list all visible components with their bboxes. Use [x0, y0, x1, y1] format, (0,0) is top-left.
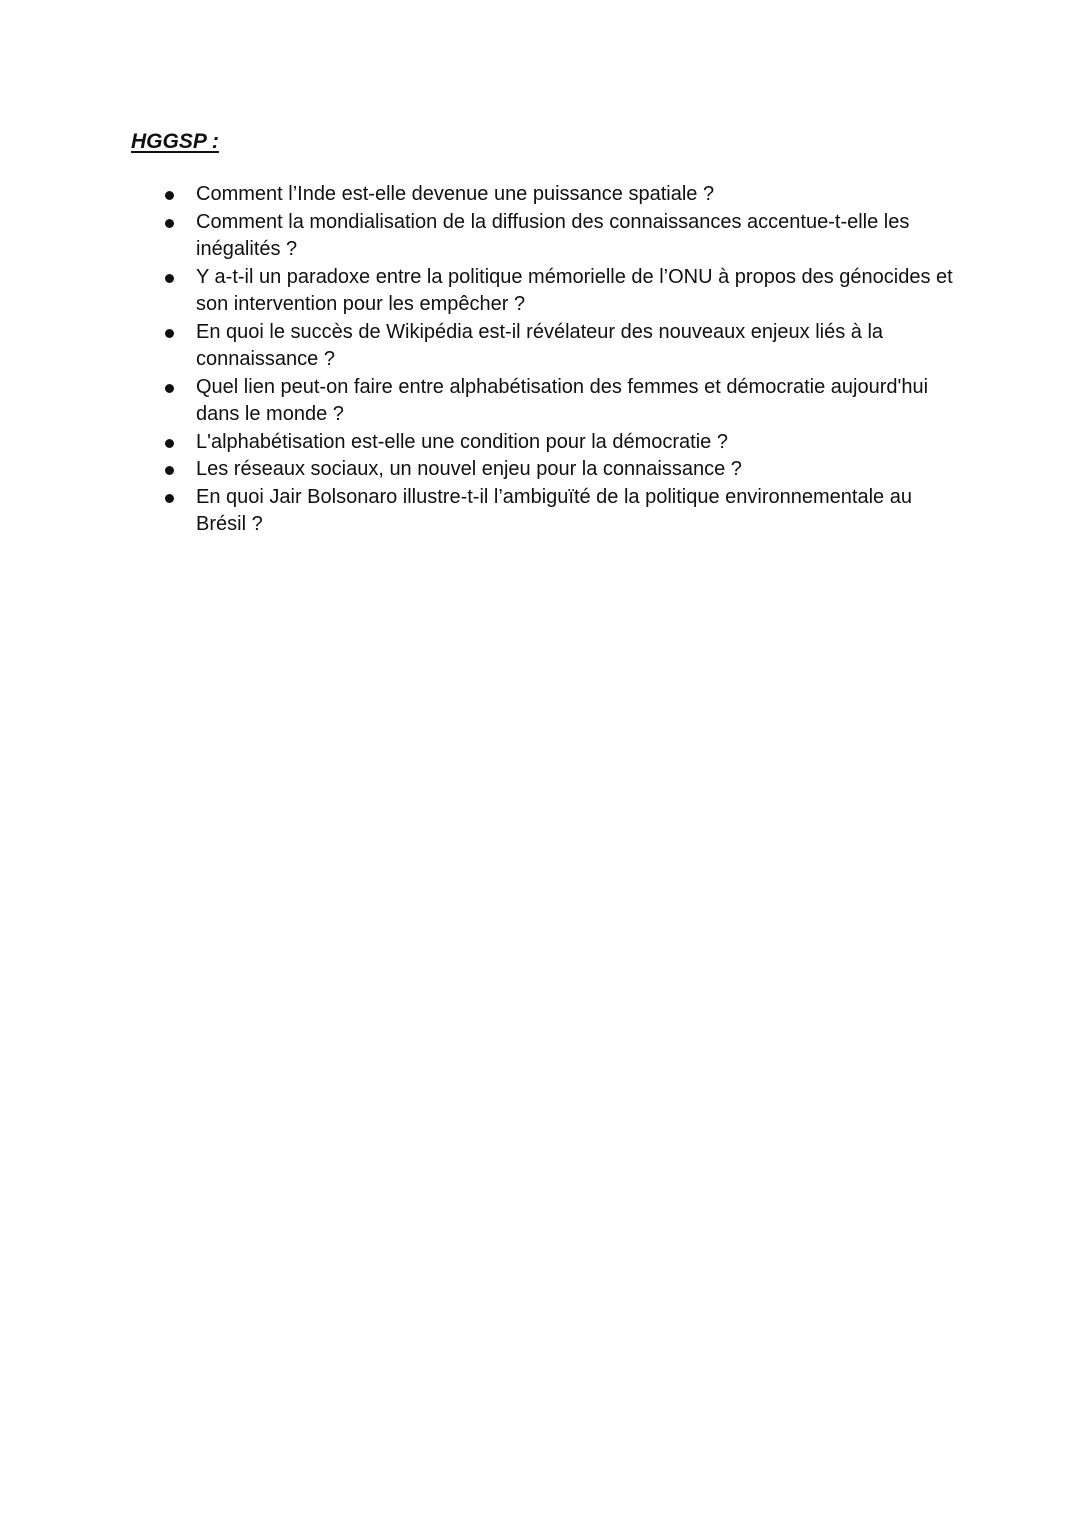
bullet-icon	[165, 466, 174, 475]
list-item-text: En quoi le succès de Wikipédia est-il révélateur des nouveaux enjeux liés à la connaissance ?	[196, 320, 884, 370]
list-item-text: Comment l’Inde est-elle devenue une puissance spatiale ?	[196, 183, 715, 205]
list-item	[163, 374, 963, 429]
list-item-text: Quel lien peut-on faire entre alphabétisation des femmes et démocratie aujourd'hui dans le monde ?	[196, 375, 929, 425]
section-heading: HGGSP :	[131, 130, 219, 153]
bullet-icon	[165, 274, 174, 283]
list-item	[163, 429, 963, 457]
list-item	[163, 209, 963, 264]
bullet-icon	[165, 329, 174, 338]
question-list	[163, 181, 963, 539]
bullet-icon	[165, 219, 174, 228]
list-item	[163, 484, 963, 539]
list-item	[163, 456, 963, 484]
list-item-text: Y a-t-il un paradoxe entre la politique mémorielle de l’ONU à propos des génocides et son intervention pour les empêcher ?	[196, 265, 953, 315]
list-item	[163, 264, 963, 319]
bullet-icon	[165, 494, 174, 503]
list-item-text: En quoi Jair Bolsonaro illustre-t-il l’ambiguïté de la politique environnementale au Brésil ?	[196, 485, 912, 535]
bullet-icon	[165, 384, 174, 393]
list-item-text: Comment la mondialisation de la diffusion des connaissances accentue-t-elle les inégalités ?	[196, 210, 910, 260]
bullet-icon	[165, 191, 174, 200]
list-item-text: L'alphabétisation est-elle une condition pour la démocratie ?	[196, 430, 728, 453]
list-item	[163, 181, 963, 209]
list-item-text: Les réseaux sociaux, un nouvel enjeu pour la connaissance ?	[196, 458, 742, 480]
list-item	[163, 319, 963, 374]
bullet-icon	[165, 439, 174, 448]
